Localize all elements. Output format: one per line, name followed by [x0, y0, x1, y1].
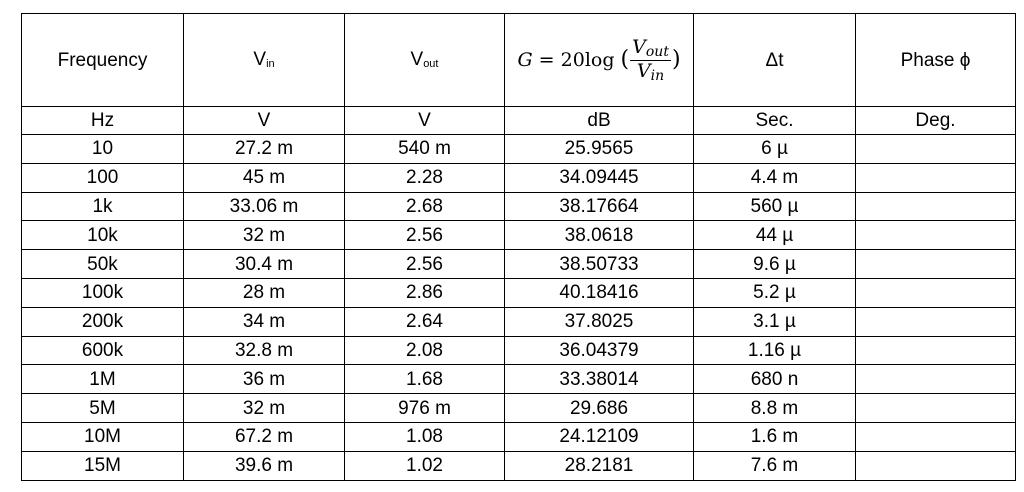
header-vin: Vin	[184, 14, 345, 107]
table-row	[22, 394, 1016, 423]
cell-phase	[856, 307, 1016, 336]
unit-cell: V	[345, 107, 505, 135]
cell-phase	[856, 422, 1016, 451]
cell-gain: 34.09445	[505, 163, 694, 192]
cell-delta-t: 6 µ	[694, 135, 856, 164]
cell-delta-t: 9.6 µ	[694, 250, 856, 279]
cell-phase	[856, 365, 1016, 394]
cell-vout: 1.02	[345, 451, 505, 480]
cell-delta-t: 680 n	[694, 365, 856, 394]
cell-vout: 2.56	[345, 250, 505, 279]
cell-frequency: 50k	[22, 250, 184, 279]
header-row	[22, 14, 1016, 107]
cell-gain: 25.9565	[505, 135, 694, 164]
table-row	[22, 135, 1016, 164]
cell-vin: 45 m	[184, 163, 345, 192]
cell-phase	[856, 451, 1016, 480]
cell-vin: 32 m	[184, 394, 345, 423]
cell-vout: 2.28	[345, 163, 505, 192]
cell-vout: 2.64	[345, 307, 505, 336]
cell-vin: 32 m	[184, 221, 345, 250]
cell-delta-t: 8.8 m	[694, 394, 856, 423]
cell-vout: 1.68	[345, 365, 505, 394]
cell-delta-t: 5.2 µ	[694, 278, 856, 307]
header-frequency: Frequency	[22, 14, 184, 107]
cell-phase	[856, 135, 1016, 164]
cell-delta-t: 44 µ	[694, 221, 856, 250]
cell-phase	[856, 278, 1016, 307]
cell-phase	[856, 394, 1016, 423]
cell-delta-t: 4.4 m	[694, 163, 856, 192]
cell-gain: 24.12109	[505, 422, 694, 451]
table-row	[22, 451, 1016, 480]
cell-delta-t: 560 µ	[694, 192, 856, 221]
cell-frequency: 600k	[22, 336, 184, 365]
cell-frequency: 100k	[22, 278, 184, 307]
cell-phase	[856, 163, 1016, 192]
cell-frequency: 15M	[22, 451, 184, 480]
cell-gain: 29.686	[505, 394, 694, 423]
table-row	[22, 163, 1016, 192]
cell-frequency: 100	[22, 163, 184, 192]
cell-delta-t: 3.1 µ	[694, 307, 856, 336]
cell-gain: 33.38014	[505, 365, 694, 394]
cell-vin: 30.4 m	[184, 250, 345, 279]
table-row	[22, 192, 1016, 221]
cell-gain: 38.0618	[505, 221, 694, 250]
cell-delta-t: 1.6 m	[694, 422, 856, 451]
header-vout: Vout	[345, 14, 505, 107]
table-row	[22, 422, 1016, 451]
cell-vin: 33.06 m	[184, 192, 345, 221]
table-row	[22, 336, 1016, 365]
header-phase: Phase ϕ	[856, 14, 1016, 107]
cell-delta-t: 1.16 µ	[694, 336, 856, 365]
table-row	[22, 365, 1016, 394]
unit-cell: V	[184, 107, 345, 135]
cell-frequency: 10	[22, 135, 184, 164]
cell-frequency: 200k	[22, 307, 184, 336]
unit-cell: Hz	[22, 107, 184, 135]
cell-gain: 36.04379	[505, 336, 694, 365]
cell-delta-t: 7.6 m	[694, 451, 856, 480]
cell-vin: 39.6 m	[184, 451, 345, 480]
cell-frequency: 10k	[22, 221, 184, 250]
table-row	[22, 307, 1016, 336]
cell-vout: 1.08	[345, 422, 505, 451]
cell-vout: 2.56	[345, 221, 505, 250]
cell-vout: 2.86	[345, 278, 505, 307]
cell-vout: 540 m	[345, 135, 505, 164]
cell-vin: 32.8 m	[184, 336, 345, 365]
cell-phase	[856, 250, 1016, 279]
unit-cell: Deg.	[856, 107, 1016, 135]
cell-vin: 28 m	[184, 278, 345, 307]
cell-vin: 34 m	[184, 307, 345, 336]
cell-vout: 976 m	[345, 394, 505, 423]
cell-vout: 2.68	[345, 192, 505, 221]
cell-vin: 36 m	[184, 365, 345, 394]
cell-frequency: 1M	[22, 365, 184, 394]
units-row	[22, 107, 1016, 135]
cell-frequency: 1k	[22, 192, 184, 221]
cell-phase	[856, 221, 1016, 250]
cell-vout: 2.08	[345, 336, 505, 365]
cell-gain: 28.2181	[505, 451, 694, 480]
cell-gain: 40.18416	[505, 278, 694, 307]
cell-vin: 67.2 m	[184, 422, 345, 451]
cell-gain: 38.17664	[505, 192, 694, 221]
cell-vin: 27.2 m	[184, 135, 345, 164]
header-delta-t: Δt	[694, 14, 856, 107]
table-row	[22, 278, 1016, 307]
cell-gain: 38.50733	[505, 250, 694, 279]
unit-cell: Sec.	[694, 107, 856, 135]
table-row	[22, 250, 1016, 279]
unit-cell: dB	[505, 107, 694, 135]
table-row	[22, 221, 1016, 250]
cell-frequency: 5M	[22, 394, 184, 423]
measurement-table	[21, 13, 1016, 481]
header-gain-formula: G = 20log ( $\frac{\text{Vout}}{\text{Vin}}$ )	[505, 14, 694, 107]
cell-gain: 37.8025	[505, 307, 694, 336]
cell-phase	[856, 336, 1016, 365]
cell-phase	[856, 192, 1016, 221]
cell-frequency: 10M	[22, 422, 184, 451]
